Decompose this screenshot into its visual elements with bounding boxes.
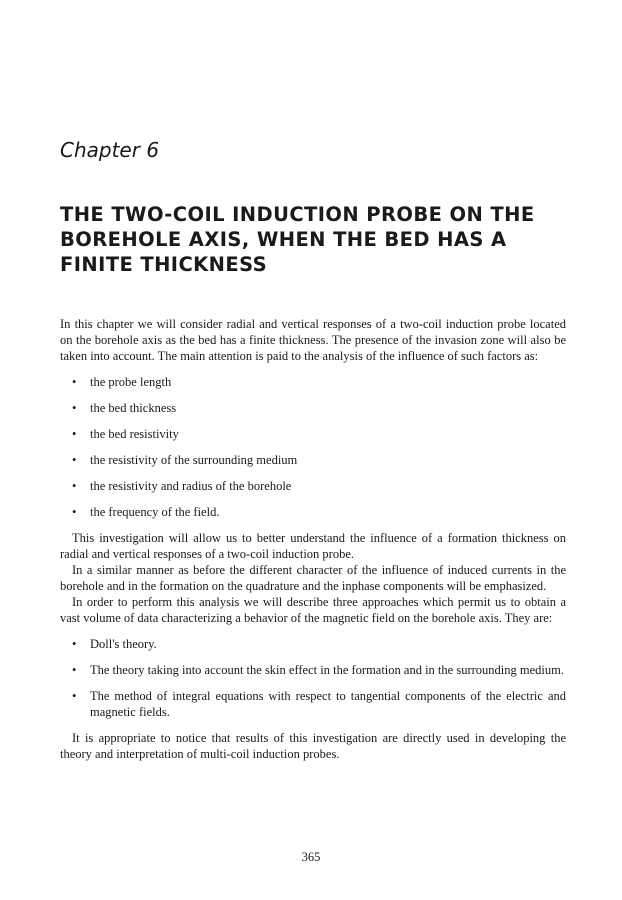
page-number: 365 [301, 850, 321, 864]
chapter-label: Chapter 6 [60, 138, 160, 162]
list-item: • the probe length [60, 374, 566, 390]
closing-paragraph: It is appropriate to notice that results of this investigation are directly used in developing the theory and interpretation of multi-coil induction probes. [60, 731, 566, 761]
paragraph-approaches-intro: In order to perform this analysis we will describe three approaches which permit us to obtain a vast volume of data characterizing a behavior of the magnetic field on the borehole axis. They are: [60, 595, 566, 625]
list-item: • Doll's theory. [60, 636, 566, 652]
factors-list [60, 374, 566, 520]
approaches-list [60, 636, 566, 720]
paragraph-thickness-influence: This investigation will allow us to better understand the influence of a formation thickness on radial and vertical responses of a two-coil induction probe. [60, 531, 566, 561]
chapter-body [60, 316, 566, 762]
chapter-title: THE TWO-COIL INDUCTION PROBE ON THE BOREHOLE AXIS, WHEN THE BED HAS A FINITE THICKNESS [60, 203, 535, 276]
paragraph-induced-currents: In a similar manner as before the different character of the influence of induced currents in the borehole and in the formation on the quadrature and the inphase components will be emphasized. [60, 563, 566, 593]
list-item: • the bed thickness [60, 400, 566, 416]
list-item: • the resistivity and radius of the borehole [60, 478, 566, 494]
list-item: • the resistivity of the surrounding medium [60, 452, 566, 468]
list-item: • The method of integral equations with respect to tangential components of the electric and magnetic fields. [60, 688, 566, 720]
intro-paragraph: In this chapter we will consider radial and vertical responses of a two-coil induction probe located on the borehole axis as the bed has a finite thickness. The presence of the invasion zone will also be taken into account. The main attention is paid to the analysis of the influence of such factors as: [60, 317, 566, 363]
list-item: • the frequency of the field. [60, 504, 566, 520]
list-item: • the bed resistivity [60, 426, 566, 442]
list-item: • The theory taking into account the skin effect in the formation and in the surrounding medium. [60, 662, 566, 678]
